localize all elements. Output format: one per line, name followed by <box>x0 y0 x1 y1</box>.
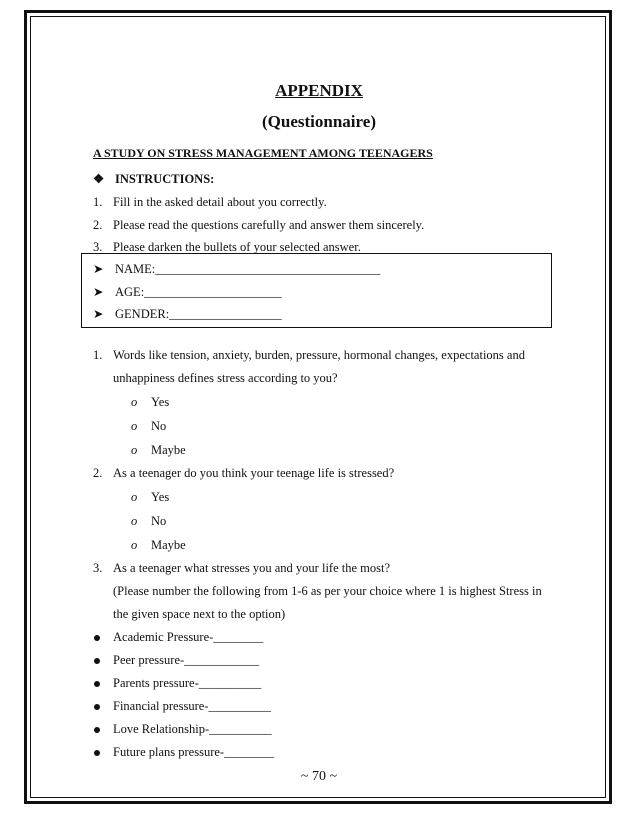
ranking-item[interactable]: Love Relationship-__________ <box>93 722 272 737</box>
question-1-line-2: unhappiness defines stress according to you? <box>113 371 338 385</box>
bullet-icon <box>94 727 100 733</box>
age-field[interactable]: ➤ AGE:______________________ <box>93 285 282 299</box>
bullet-icon <box>94 658 100 664</box>
option-no[interactable]: o No <box>131 514 167 528</box>
arrow-bullet-icon: ➤ <box>93 285 104 299</box>
bullet-icon <box>94 681 100 687</box>
instruction-item: 3. Please darken the bullets of your selected answer. <box>93 240 361 254</box>
instruction-item: 1. Fill in the asked detail about you correctly. <box>93 195 327 209</box>
ranking-item[interactable]: Future plans pressure-________ <box>93 745 274 760</box>
bullet-icon <box>94 704 100 710</box>
ranking-item[interactable]: Financial pressure-__________ <box>93 699 271 714</box>
option-yes[interactable]: o Yes <box>131 395 170 409</box>
page-subtitle: (Questionnaire) <box>262 112 376 131</box>
name-field[interactable]: ➤ NAME:____________________________________ <box>93 262 381 276</box>
gender-field[interactable]: ➤ GENDER:__________________ <box>93 307 282 321</box>
option-maybe[interactable]: o Maybe <box>131 538 186 552</box>
page-number: ~ 70 ~ <box>300 769 338 784</box>
question-3-line-2: (Please number the following from 1-6 as per your choice where 1 is highest Stress in <box>113 584 542 598</box>
ranking-item[interactable]: Parents pressure-__________ <box>93 676 261 691</box>
question-3: 3. As a teenager what stresses you and your life the most? <box>93 561 391 575</box>
option-maybe[interactable]: o Maybe <box>131 443 186 457</box>
ranking-item[interactable]: Peer pressure-____________ <box>93 653 259 668</box>
option-no[interactable]: o No <box>131 419 167 433</box>
instructions-heading: ❖ INSTRUCTIONS: <box>93 172 215 186</box>
ranking-item[interactable]: Academic Pressure-________ <box>93 630 263 645</box>
question-1: 1. Words like tension, anxiety, burden, pressure, hormonal changes, expectations and <box>93 348 525 362</box>
study-title: A STUDY ON STRESS MANAGEMENT AMONG TEENAGERS <box>93 146 433 160</box>
arrow-bullet-icon: ➤ <box>93 262 104 276</box>
diamond-bullet-icon: ❖ <box>93 172 105 186</box>
arrow-bullet-icon: ➤ <box>93 307 104 321</box>
question-3-line-3: the given space next to the option) <box>113 607 286 621</box>
page-title: APPENDIX <box>275 81 363 100</box>
option-yes[interactable]: o Yes <box>131 490 170 504</box>
bullet-icon <box>94 750 100 756</box>
instruction-item: 2. Please read the questions carefully and answer them sincerely. <box>93 218 425 232</box>
bullet-icon <box>94 635 100 641</box>
question-2: 2. As a teenager do you think your teenage life is stressed? <box>93 466 395 480</box>
